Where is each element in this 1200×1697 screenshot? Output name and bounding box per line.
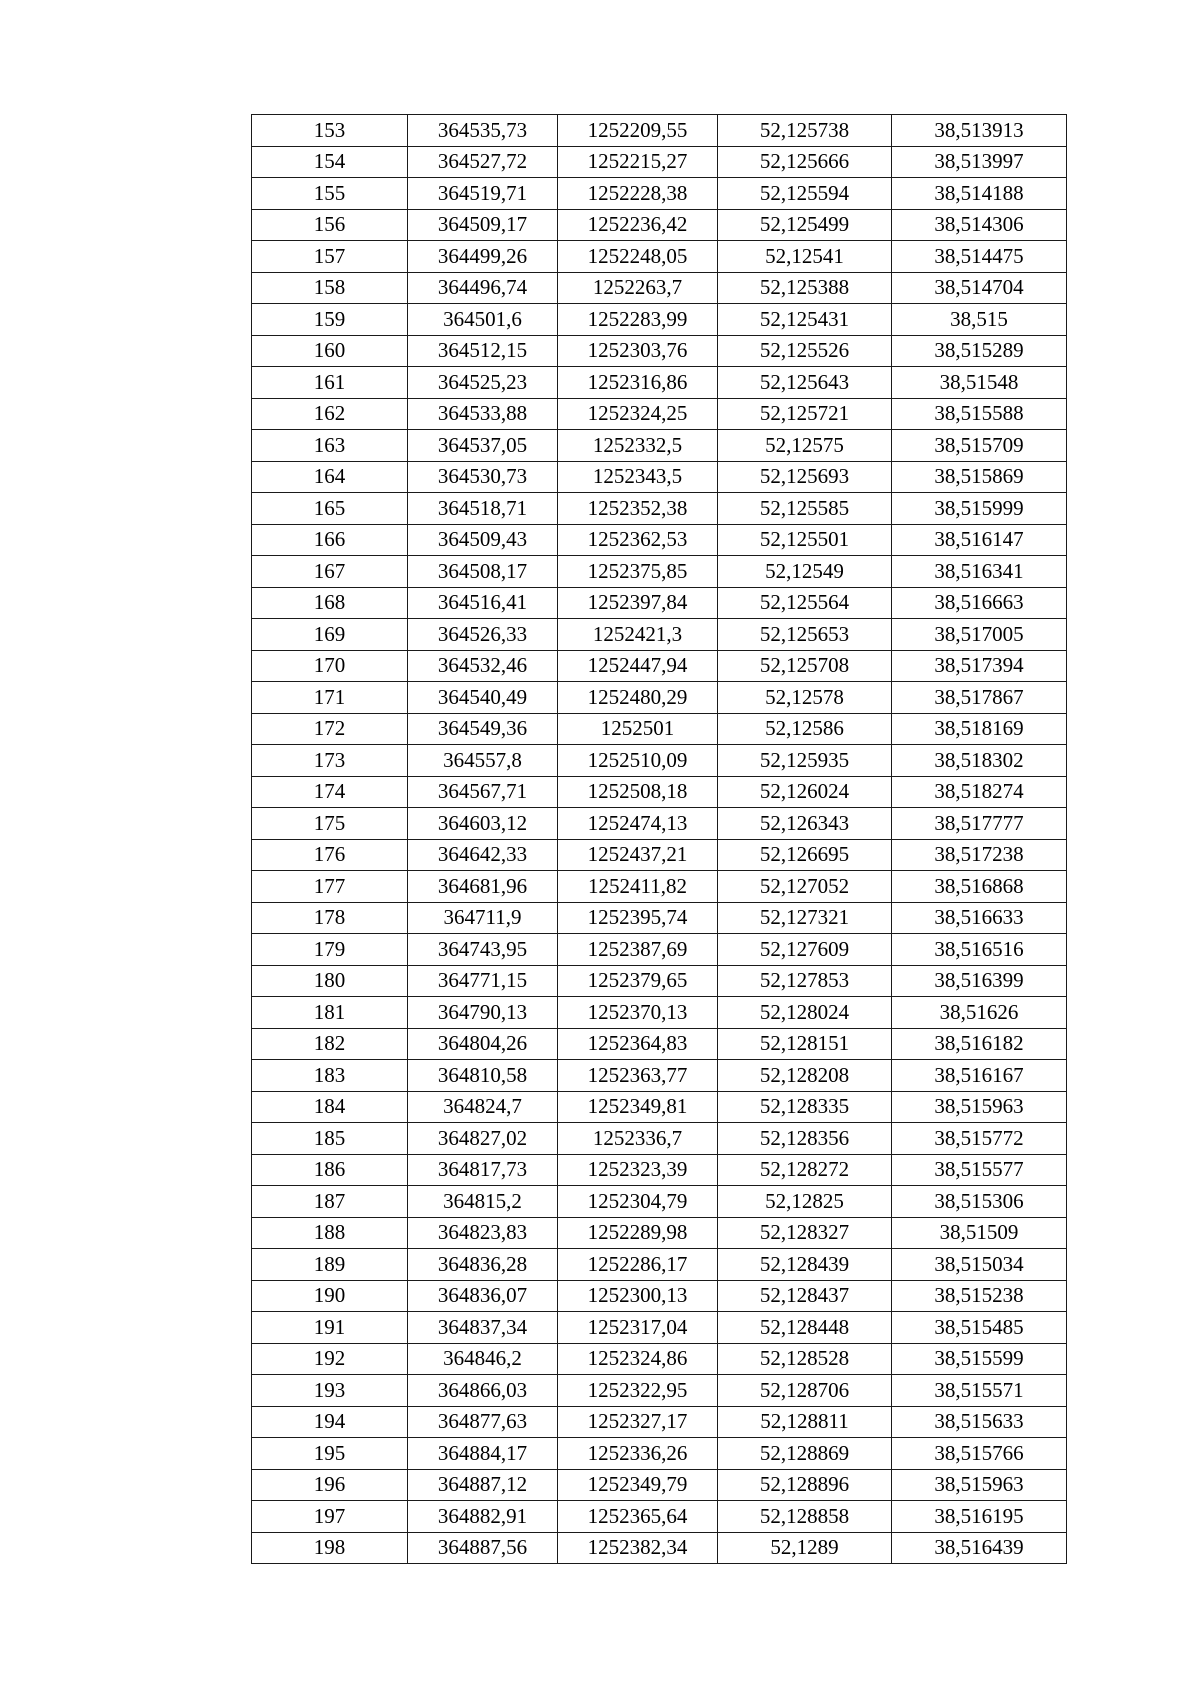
point-number-cell: 153 bbox=[252, 115, 408, 147]
x-coordinate-cell: 364496,74 bbox=[408, 272, 558, 304]
point-number-cell: 195 bbox=[252, 1438, 408, 1470]
table-row bbox=[252, 1091, 1067, 1123]
longitude-cell: 38,515633 bbox=[892, 1406, 1067, 1438]
latitude-cell: 52,127321 bbox=[718, 902, 892, 934]
table-row bbox=[252, 713, 1067, 745]
latitude-cell: 52,126343 bbox=[718, 808, 892, 840]
x-coordinate-cell: 364810,58 bbox=[408, 1060, 558, 1092]
x-coordinate-cell: 364509,43 bbox=[408, 524, 558, 556]
latitude-cell: 52,125708 bbox=[718, 650, 892, 682]
y-coordinate-cell: 1252336,26 bbox=[558, 1438, 718, 1470]
x-coordinate-cell: 364519,71 bbox=[408, 178, 558, 210]
x-coordinate-cell: 364846,2 bbox=[408, 1343, 558, 1375]
longitude-cell: 38,516439 bbox=[892, 1532, 1067, 1564]
longitude-cell: 38,515766 bbox=[892, 1438, 1067, 1470]
table-row bbox=[252, 430, 1067, 462]
latitude-cell: 52,126024 bbox=[718, 776, 892, 808]
y-coordinate-cell: 1252236,42 bbox=[558, 209, 718, 241]
table-row bbox=[252, 1438, 1067, 1470]
table-row bbox=[252, 1154, 1067, 1186]
longitude-cell: 38,514704 bbox=[892, 272, 1067, 304]
table-row bbox=[252, 997, 1067, 1029]
longitude-cell: 38,515588 bbox=[892, 398, 1067, 430]
x-coordinate-cell: 364817,73 bbox=[408, 1154, 558, 1186]
latitude-cell: 52,125653 bbox=[718, 619, 892, 651]
longitude-cell: 38,515772 bbox=[892, 1123, 1067, 1155]
table-row bbox=[252, 776, 1067, 808]
latitude-cell: 52,127853 bbox=[718, 965, 892, 997]
table-row bbox=[252, 1469, 1067, 1501]
longitude-cell: 38,516868 bbox=[892, 871, 1067, 903]
x-coordinate-cell: 364771,15 bbox=[408, 965, 558, 997]
table-row bbox=[252, 1406, 1067, 1438]
table-row bbox=[252, 1280, 1067, 1312]
latitude-cell: 52,125693 bbox=[718, 461, 892, 493]
point-number-cell: 175 bbox=[252, 808, 408, 840]
longitude-cell: 38,515709 bbox=[892, 430, 1067, 462]
coordinates-table bbox=[251, 114, 1067, 1564]
x-coordinate-cell: 364603,12 bbox=[408, 808, 558, 840]
x-coordinate-cell: 364557,8 bbox=[408, 745, 558, 777]
table-row bbox=[252, 1186, 1067, 1218]
point-number-cell: 192 bbox=[252, 1343, 408, 1375]
latitude-cell: 52,128448 bbox=[718, 1312, 892, 1344]
y-coordinate-cell: 1252323,39 bbox=[558, 1154, 718, 1186]
y-coordinate-cell: 1252303,76 bbox=[558, 335, 718, 367]
y-coordinate-cell: 1252248,05 bbox=[558, 241, 718, 273]
x-coordinate-cell: 364823,83 bbox=[408, 1217, 558, 1249]
latitude-cell: 52,128327 bbox=[718, 1217, 892, 1249]
point-number-cell: 183 bbox=[252, 1060, 408, 1092]
longitude-cell: 38,516399 bbox=[892, 965, 1067, 997]
table-row bbox=[252, 335, 1067, 367]
point-number-cell: 186 bbox=[252, 1154, 408, 1186]
latitude-cell: 52,126695 bbox=[718, 839, 892, 871]
table-row bbox=[252, 241, 1067, 273]
latitude-cell: 52,128706 bbox=[718, 1375, 892, 1407]
x-coordinate-cell: 364681,96 bbox=[408, 871, 558, 903]
latitude-cell: 52,12825 bbox=[718, 1186, 892, 1218]
table-row bbox=[252, 1501, 1067, 1533]
x-coordinate-cell: 364512,15 bbox=[408, 335, 558, 367]
latitude-cell: 52,127052 bbox=[718, 871, 892, 903]
y-coordinate-cell: 1252510,09 bbox=[558, 745, 718, 777]
y-coordinate-cell: 1252286,17 bbox=[558, 1249, 718, 1281]
y-coordinate-cell: 1252411,82 bbox=[558, 871, 718, 903]
table-row bbox=[252, 1123, 1067, 1155]
x-coordinate-cell: 364537,05 bbox=[408, 430, 558, 462]
table-row bbox=[252, 619, 1067, 651]
table-row bbox=[252, 146, 1067, 178]
point-number-cell: 169 bbox=[252, 619, 408, 651]
longitude-cell: 38,518302 bbox=[892, 745, 1067, 777]
point-number-cell: 172 bbox=[252, 713, 408, 745]
table-row bbox=[252, 1532, 1067, 1564]
longitude-cell: 38,516182 bbox=[892, 1028, 1067, 1060]
table-row bbox=[252, 367, 1067, 399]
table-row bbox=[252, 650, 1067, 682]
y-coordinate-cell: 1252263,7 bbox=[558, 272, 718, 304]
point-number-cell: 174 bbox=[252, 776, 408, 808]
x-coordinate-cell: 364642,33 bbox=[408, 839, 558, 871]
x-coordinate-cell: 364827,02 bbox=[408, 1123, 558, 1155]
longitude-cell: 38,517394 bbox=[892, 650, 1067, 682]
y-coordinate-cell: 1252316,86 bbox=[558, 367, 718, 399]
longitude-cell: 38,514475 bbox=[892, 241, 1067, 273]
longitude-cell: 38,515999 bbox=[892, 493, 1067, 525]
table-row bbox=[252, 115, 1067, 147]
longitude-cell: 38,516663 bbox=[892, 587, 1067, 619]
point-number-cell: 178 bbox=[252, 902, 408, 934]
x-coordinate-cell: 364866,03 bbox=[408, 1375, 558, 1407]
table-row bbox=[252, 745, 1067, 777]
y-coordinate-cell: 1252215,27 bbox=[558, 146, 718, 178]
latitude-cell: 52,12549 bbox=[718, 556, 892, 588]
latitude-cell: 52,128335 bbox=[718, 1091, 892, 1123]
longitude-cell: 38,515 bbox=[892, 304, 1067, 336]
latitude-cell: 52,125585 bbox=[718, 493, 892, 525]
y-coordinate-cell: 1252437,21 bbox=[558, 839, 718, 871]
x-coordinate-cell: 364540,49 bbox=[408, 682, 558, 714]
point-number-cell: 156 bbox=[252, 209, 408, 241]
table-row bbox=[252, 1312, 1067, 1344]
y-coordinate-cell: 1252397,84 bbox=[558, 587, 718, 619]
y-coordinate-cell: 1252336,7 bbox=[558, 1123, 718, 1155]
longitude-cell: 38,514188 bbox=[892, 178, 1067, 210]
x-coordinate-cell: 364887,56 bbox=[408, 1532, 558, 1564]
y-coordinate-cell: 1252501 bbox=[558, 713, 718, 745]
longitude-cell: 38,51626 bbox=[892, 997, 1067, 1029]
longitude-cell: 38,515485 bbox=[892, 1312, 1067, 1344]
point-number-cell: 168 bbox=[252, 587, 408, 619]
y-coordinate-cell: 1252379,65 bbox=[558, 965, 718, 997]
x-coordinate-cell: 364836,07 bbox=[408, 1280, 558, 1312]
table-row bbox=[252, 808, 1067, 840]
latitude-cell: 52,12586 bbox=[718, 713, 892, 745]
table-row bbox=[252, 934, 1067, 966]
x-coordinate-cell: 364501,6 bbox=[408, 304, 558, 336]
point-number-cell: 197 bbox=[252, 1501, 408, 1533]
table-row bbox=[252, 1028, 1067, 1060]
point-number-cell: 171 bbox=[252, 682, 408, 714]
longitude-cell: 38,51548 bbox=[892, 367, 1067, 399]
point-number-cell: 179 bbox=[252, 934, 408, 966]
latitude-cell: 52,127609 bbox=[718, 934, 892, 966]
latitude-cell: 52,125935 bbox=[718, 745, 892, 777]
table-row bbox=[252, 902, 1067, 934]
y-coordinate-cell: 1252283,99 bbox=[558, 304, 718, 336]
longitude-cell: 38,518169 bbox=[892, 713, 1067, 745]
point-number-cell: 154 bbox=[252, 146, 408, 178]
x-coordinate-cell: 364743,95 bbox=[408, 934, 558, 966]
x-coordinate-cell: 364516,41 bbox=[408, 587, 558, 619]
table-row bbox=[252, 839, 1067, 871]
point-number-cell: 198 bbox=[252, 1532, 408, 1564]
longitude-cell: 38,515869 bbox=[892, 461, 1067, 493]
point-number-cell: 185 bbox=[252, 1123, 408, 1155]
point-number-cell: 157 bbox=[252, 241, 408, 273]
latitude-cell: 52,125431 bbox=[718, 304, 892, 336]
x-coordinate-cell: 364518,71 bbox=[408, 493, 558, 525]
table-row bbox=[252, 493, 1067, 525]
latitude-cell: 52,125738 bbox=[718, 115, 892, 147]
point-number-cell: 166 bbox=[252, 524, 408, 556]
latitude-cell: 52,128811 bbox=[718, 1406, 892, 1438]
y-coordinate-cell: 1252480,29 bbox=[558, 682, 718, 714]
table-row bbox=[252, 871, 1067, 903]
latitude-cell: 52,128439 bbox=[718, 1249, 892, 1281]
table-row bbox=[252, 682, 1067, 714]
table-row bbox=[252, 272, 1067, 304]
table-row bbox=[252, 965, 1067, 997]
longitude-cell: 38,516516 bbox=[892, 934, 1067, 966]
y-coordinate-cell: 1252300,13 bbox=[558, 1280, 718, 1312]
table-row bbox=[252, 209, 1067, 241]
x-coordinate-cell: 364836,28 bbox=[408, 1249, 558, 1281]
latitude-cell: 52,12575 bbox=[718, 430, 892, 462]
latitude-cell: 52,12578 bbox=[718, 682, 892, 714]
latitude-cell: 52,128356 bbox=[718, 1123, 892, 1155]
y-coordinate-cell: 1252363,77 bbox=[558, 1060, 718, 1092]
point-number-cell: 177 bbox=[252, 871, 408, 903]
latitude-cell: 52,128437 bbox=[718, 1280, 892, 1312]
y-coordinate-cell: 1252332,5 bbox=[558, 430, 718, 462]
table-row bbox=[252, 398, 1067, 430]
longitude-cell: 38,517238 bbox=[892, 839, 1067, 871]
point-number-cell: 161 bbox=[252, 367, 408, 399]
point-number-cell: 158 bbox=[252, 272, 408, 304]
x-coordinate-cell: 364532,46 bbox=[408, 650, 558, 682]
latitude-cell: 52,128858 bbox=[718, 1501, 892, 1533]
x-coordinate-cell: 364527,72 bbox=[408, 146, 558, 178]
x-coordinate-cell: 364790,13 bbox=[408, 997, 558, 1029]
y-coordinate-cell: 1252322,95 bbox=[558, 1375, 718, 1407]
latitude-cell: 52,1289 bbox=[718, 1532, 892, 1564]
x-coordinate-cell: 364887,12 bbox=[408, 1469, 558, 1501]
y-coordinate-cell: 1252421,3 bbox=[558, 619, 718, 651]
y-coordinate-cell: 1252317,04 bbox=[558, 1312, 718, 1344]
y-coordinate-cell: 1252349,79 bbox=[558, 1469, 718, 1501]
longitude-cell: 38,515238 bbox=[892, 1280, 1067, 1312]
y-coordinate-cell: 1252508,18 bbox=[558, 776, 718, 808]
latitude-cell: 52,125526 bbox=[718, 335, 892, 367]
table-row bbox=[252, 1217, 1067, 1249]
latitude-cell: 52,125501 bbox=[718, 524, 892, 556]
y-coordinate-cell: 1252228,38 bbox=[558, 178, 718, 210]
y-coordinate-cell: 1252209,55 bbox=[558, 115, 718, 147]
x-coordinate-cell: 364499,26 bbox=[408, 241, 558, 273]
latitude-cell: 52,125564 bbox=[718, 587, 892, 619]
x-coordinate-cell: 364815,2 bbox=[408, 1186, 558, 1218]
point-number-cell: 190 bbox=[252, 1280, 408, 1312]
point-number-cell: 191 bbox=[252, 1312, 408, 1344]
longitude-cell: 38,513913 bbox=[892, 115, 1067, 147]
longitude-cell: 38,515034 bbox=[892, 1249, 1067, 1281]
point-number-cell: 164 bbox=[252, 461, 408, 493]
table-row bbox=[252, 524, 1067, 556]
point-number-cell: 187 bbox=[252, 1186, 408, 1218]
table-body bbox=[252, 115, 1067, 1564]
latitude-cell: 52,125643 bbox=[718, 367, 892, 399]
longitude-cell: 38,516195 bbox=[892, 1501, 1067, 1533]
latitude-cell: 52,125499 bbox=[718, 209, 892, 241]
longitude-cell: 38,517777 bbox=[892, 808, 1067, 840]
point-number-cell: 182 bbox=[252, 1028, 408, 1060]
latitude-cell: 52,125666 bbox=[718, 146, 892, 178]
table-row bbox=[252, 1375, 1067, 1407]
point-number-cell: 163 bbox=[252, 430, 408, 462]
longitude-cell: 38,517005 bbox=[892, 619, 1067, 651]
point-number-cell: 180 bbox=[252, 965, 408, 997]
y-coordinate-cell: 1252447,94 bbox=[558, 650, 718, 682]
point-number-cell: 160 bbox=[252, 335, 408, 367]
longitude-cell: 38,516341 bbox=[892, 556, 1067, 588]
point-number-cell: 165 bbox=[252, 493, 408, 525]
y-coordinate-cell: 1252304,79 bbox=[558, 1186, 718, 1218]
y-coordinate-cell: 1252327,17 bbox=[558, 1406, 718, 1438]
point-number-cell: 159 bbox=[252, 304, 408, 336]
longitude-cell: 38,51509 bbox=[892, 1217, 1067, 1249]
table-row bbox=[252, 1343, 1067, 1375]
point-number-cell: 155 bbox=[252, 178, 408, 210]
table-row bbox=[252, 461, 1067, 493]
x-coordinate-cell: 364567,71 bbox=[408, 776, 558, 808]
y-coordinate-cell: 1252324,25 bbox=[558, 398, 718, 430]
point-number-cell: 181 bbox=[252, 997, 408, 1029]
point-number-cell: 194 bbox=[252, 1406, 408, 1438]
longitude-cell: 38,515599 bbox=[892, 1343, 1067, 1375]
latitude-cell: 52,12541 bbox=[718, 241, 892, 273]
point-number-cell: 196 bbox=[252, 1469, 408, 1501]
x-coordinate-cell: 364525,23 bbox=[408, 367, 558, 399]
longitude-cell: 38,517867 bbox=[892, 682, 1067, 714]
longitude-cell: 38,515306 bbox=[892, 1186, 1067, 1218]
x-coordinate-cell: 364877,63 bbox=[408, 1406, 558, 1438]
point-number-cell: 173 bbox=[252, 745, 408, 777]
latitude-cell: 52,125594 bbox=[718, 178, 892, 210]
point-number-cell: 162 bbox=[252, 398, 408, 430]
x-coordinate-cell: 364884,17 bbox=[408, 1438, 558, 1470]
longitude-cell: 38,515289 bbox=[892, 335, 1067, 367]
y-coordinate-cell: 1252365,64 bbox=[558, 1501, 718, 1533]
table-row bbox=[252, 1249, 1067, 1281]
x-coordinate-cell: 364509,17 bbox=[408, 209, 558, 241]
latitude-cell: 52,128272 bbox=[718, 1154, 892, 1186]
y-coordinate-cell: 1252362,53 bbox=[558, 524, 718, 556]
table-row bbox=[252, 178, 1067, 210]
longitude-cell: 38,515963 bbox=[892, 1091, 1067, 1123]
longitude-cell: 38,516633 bbox=[892, 902, 1067, 934]
x-coordinate-cell: 364824,7 bbox=[408, 1091, 558, 1123]
latitude-cell: 52,128151 bbox=[718, 1028, 892, 1060]
longitude-cell: 38,516167 bbox=[892, 1060, 1067, 1092]
longitude-cell: 38,516147 bbox=[892, 524, 1067, 556]
y-coordinate-cell: 1252395,74 bbox=[558, 902, 718, 934]
point-number-cell: 193 bbox=[252, 1375, 408, 1407]
x-coordinate-cell: 364508,17 bbox=[408, 556, 558, 588]
x-coordinate-cell: 364882,91 bbox=[408, 1501, 558, 1533]
table-row bbox=[252, 556, 1067, 588]
table-row bbox=[252, 304, 1067, 336]
latitude-cell: 52,125388 bbox=[718, 272, 892, 304]
y-coordinate-cell: 1252387,69 bbox=[558, 934, 718, 966]
y-coordinate-cell: 1252375,85 bbox=[558, 556, 718, 588]
x-coordinate-cell: 364549,36 bbox=[408, 713, 558, 745]
y-coordinate-cell: 1252364,83 bbox=[558, 1028, 718, 1060]
longitude-cell: 38,513997 bbox=[892, 146, 1067, 178]
latitude-cell: 52,128896 bbox=[718, 1469, 892, 1501]
y-coordinate-cell: 1252349,81 bbox=[558, 1091, 718, 1123]
longitude-cell: 38,518274 bbox=[892, 776, 1067, 808]
x-coordinate-cell: 364711,9 bbox=[408, 902, 558, 934]
point-number-cell: 184 bbox=[252, 1091, 408, 1123]
point-number-cell: 176 bbox=[252, 839, 408, 871]
x-coordinate-cell: 364837,34 bbox=[408, 1312, 558, 1344]
longitude-cell: 38,515963 bbox=[892, 1469, 1067, 1501]
point-number-cell: 167 bbox=[252, 556, 408, 588]
y-coordinate-cell: 1252382,34 bbox=[558, 1532, 718, 1564]
table-row bbox=[252, 587, 1067, 619]
x-coordinate-cell: 364530,73 bbox=[408, 461, 558, 493]
point-number-cell: 189 bbox=[252, 1249, 408, 1281]
x-coordinate-cell: 364804,26 bbox=[408, 1028, 558, 1060]
longitude-cell: 38,514306 bbox=[892, 209, 1067, 241]
point-number-cell: 170 bbox=[252, 650, 408, 682]
point-number-cell: 188 bbox=[252, 1217, 408, 1249]
x-coordinate-cell: 364533,88 bbox=[408, 398, 558, 430]
table-row bbox=[252, 1060, 1067, 1092]
y-coordinate-cell: 1252289,98 bbox=[558, 1217, 718, 1249]
y-coordinate-cell: 1252324,86 bbox=[558, 1343, 718, 1375]
y-coordinate-cell: 1252352,38 bbox=[558, 493, 718, 525]
x-coordinate-cell: 364535,73 bbox=[408, 115, 558, 147]
y-coordinate-cell: 1252474,13 bbox=[558, 808, 718, 840]
y-coordinate-cell: 1252343,5 bbox=[558, 461, 718, 493]
y-coordinate-cell: 1252370,13 bbox=[558, 997, 718, 1029]
latitude-cell: 52,128528 bbox=[718, 1343, 892, 1375]
latitude-cell: 52,128024 bbox=[718, 997, 892, 1029]
latitude-cell: 52,125721 bbox=[718, 398, 892, 430]
x-coordinate-cell: 364526,33 bbox=[408, 619, 558, 651]
latitude-cell: 52,128869 bbox=[718, 1438, 892, 1470]
longitude-cell: 38,515571 bbox=[892, 1375, 1067, 1407]
latitude-cell: 52,128208 bbox=[718, 1060, 892, 1092]
longitude-cell: 38,515577 bbox=[892, 1154, 1067, 1186]
